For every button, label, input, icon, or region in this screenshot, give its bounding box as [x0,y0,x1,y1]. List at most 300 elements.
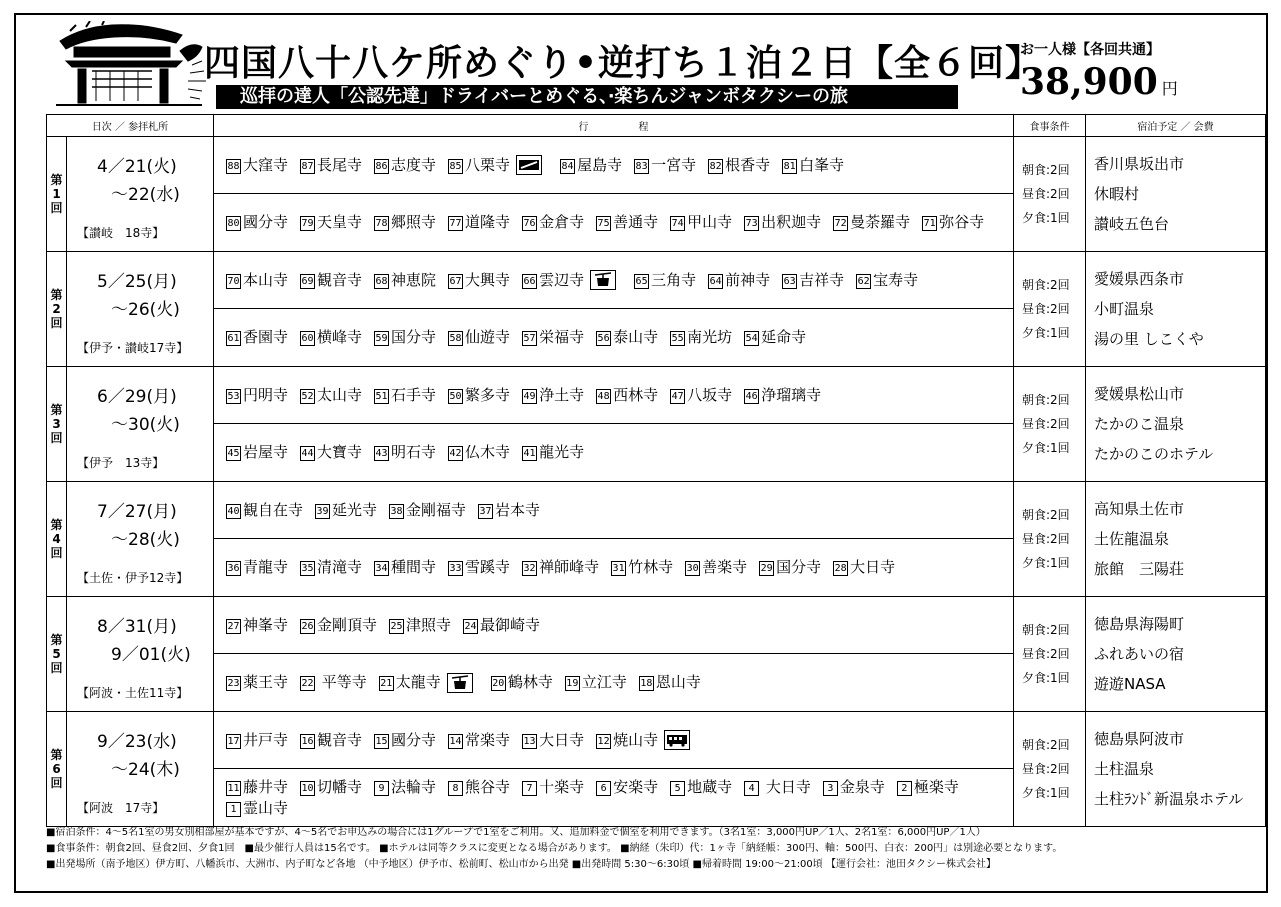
temple [389,615,451,636]
temple-name: 香園寺 [243,328,289,346]
temple-number: 42 [449,448,462,459]
temple [389,500,466,521]
temple-name: 雲辺寺 [539,270,585,289]
meal-item: 朝食:2回 [1022,278,1070,292]
temple-name: 恩山寺 [655,673,701,691]
temple-name: 法輪寺 [391,777,437,796]
round-cell [47,137,214,252]
temple-number: 35 [301,563,314,574]
temple-number: 40 [227,505,240,517]
round-date-end: ～24(木) [111,760,180,780]
meal-item: 朝食:2回 [1022,163,1070,177]
round-number: 第 5 回 [47,597,67,711]
itinerary-day1 [214,597,1013,654]
temple-number: 44 [301,448,314,459]
header-hotel: 宿泊予定 ／ 会費 [1086,115,1266,137]
temple-name: 国分寺 [776,558,822,576]
temple-number: 30 [686,563,699,574]
footer-note: ■食事条件：朝食2回、昼食2回、夕食1回 ■最少催行人員は15名です。 ■ホテルは同等クラスに変更となる場合があります。 ■納経（朱印）代：1ヶ寺「納経帳：300円、軸：500円、白衣：200円」は別途必要となります。 [46,843,1063,854]
temple-number: 75 [597,218,610,229]
temple-name: 八栗寺 [465,155,511,174]
header-itinerary: 行 程 [214,115,1014,137]
temple [522,730,584,751]
round-region: 【伊予・讃岐17寺】 [77,341,189,355]
temple-number: 67 [449,275,462,287]
temple [670,777,732,798]
temple-number: 7 [522,781,537,796]
temple [226,327,288,348]
rounds-body [47,137,1266,827]
meals-cell [1014,482,1086,597]
temple [226,615,288,636]
temple-number: 79 [301,218,314,229]
temple-name: 大興寺 [465,270,511,289]
temple-number: 64 [709,275,722,287]
temple-number: 14 [449,735,462,747]
temple-number: 65 [635,275,648,287]
temple-name: 西林寺 [613,385,659,404]
round-number: 第 4 回 [47,482,67,596]
hotel-line: 土柱温泉 [1094,760,1155,778]
temple-name: 国分寺 [391,328,437,346]
temple [670,385,732,406]
round-number: 第 1 回 [47,137,67,251]
temple [226,798,288,819]
meals-cell [1014,252,1086,367]
temple-name: 龍光寺 [539,443,585,461]
round-date-start: 9／23(水) [97,732,177,752]
temple [744,385,821,406]
meal-item: 昼食:2回 [1022,762,1070,776]
itinerary-cell [214,482,1014,597]
header-date: 日次 ／ 参拝札所 [47,115,214,137]
temple-number: 73 [745,218,758,229]
temple-name: 金倉寺 [539,213,585,231]
temple-name: 浄土寺 [539,385,585,404]
temple [226,730,288,751]
temple-name: 屋島寺 [577,155,623,174]
temple [611,557,673,578]
temple-name: 天皇寺 [317,213,363,231]
temple [522,777,584,798]
temple-number: 4 [744,781,759,796]
temple-number: 33 [449,563,462,574]
temple-number: 68 [375,275,388,287]
itinerary-day1 [214,252,1013,309]
page-frame [14,13,1268,893]
temple-number: 82 [709,160,722,172]
temple-name: 志度寺 [391,155,437,174]
round-row [47,482,1266,597]
temple [300,615,377,636]
temple-number: 34 [375,563,388,574]
temple [639,672,701,693]
round-cell [47,482,214,597]
temple [300,557,362,578]
hotel-line: 讃岐五色台 [1094,215,1170,233]
temple-number: 43 [375,448,388,459]
temple-name: 明石寺 [391,443,437,461]
temple [374,442,436,463]
hotel-line: 小町温泉 [1094,300,1155,318]
meal-item: 朝食:2回 [1022,393,1070,407]
itinerary-day1 [214,712,1013,769]
meals-cell [1014,137,1086,252]
round-region: 【阿波 17寺】 [77,801,165,815]
itinerary-day2 [214,194,1013,251]
temple [300,777,362,798]
temple-name: 金剛福寺 [406,500,467,519]
temple-number: 88 [227,160,240,172]
temple-number: 83 [635,160,648,172]
temple [833,557,895,578]
temple-number: 71 [923,218,936,229]
temple-number: 11 [227,782,240,794]
hotel-line: 湯の里 しこくや [1094,330,1204,348]
temple-name: 道隆寺 [465,213,511,231]
temple [300,442,362,463]
temple-number: 25 [390,620,403,632]
round-row [47,137,1266,252]
temple [226,500,303,521]
itinerary-day2 [214,769,1013,826]
round-row [47,367,1266,482]
temple-name: 竹林寺 [628,558,674,576]
temple [522,557,599,578]
temple-name: 熊谷寺 [465,777,511,796]
temple-name: 常楽寺 [465,730,511,749]
temple [744,212,821,233]
meal-item: 朝食:2回 [1022,508,1070,522]
itinerary-day1 [214,482,1013,539]
temple-number: 6 [596,781,611,796]
temple-number: 3 [823,781,838,796]
itinerary-cell [214,712,1014,827]
round-dates [79,728,180,784]
temple-number: 23 [227,678,240,689]
hotel-line: 徳島県阿波市 [1094,730,1185,748]
subtitle-banner: 巡拝の達人「公認先達」ドライバーとめぐる、‧楽ちんジャンボタクシーの旅 [216,85,958,109]
temple [300,672,367,693]
temple-number: 86 [375,160,388,172]
temple-name: 曼荼羅寺 [850,213,911,231]
temple-name: 金泉寺 [839,777,885,796]
hotel-line: たかのこ温泉 [1094,415,1185,433]
temple [374,327,436,348]
temple-name: 石手寺 [391,385,437,404]
temple-name: 極楽寺 [913,777,959,796]
temple-number: 58 [449,333,462,344]
temple-number: 85 [449,160,462,172]
temple-number: 28 [834,563,847,574]
temple-name: 清滝寺 [317,558,363,576]
temple [374,730,436,751]
temple-number: 1 [226,802,241,817]
meal-item: 昼食:2回 [1022,647,1070,661]
temple-name: 鶴林寺 [507,673,553,691]
temple-name: 大日寺 [761,777,811,796]
meal-item: 昼食:2回 [1022,417,1070,431]
temple [448,442,510,463]
temple [708,155,770,176]
temple [448,385,510,406]
temple-name: 大窪寺 [243,155,289,174]
meal-item: 昼食:2回 [1022,302,1070,316]
itinerary-day1 [214,367,1013,424]
temple-number: 10 [301,782,314,794]
temple [300,327,362,348]
temple-name: 霊山寺 [243,798,289,817]
hotel-line: 遊遊NASA [1094,675,1166,693]
itinerary-cell [214,252,1014,367]
temple [300,155,362,176]
temple [226,155,288,176]
temple [782,155,844,176]
hotel-line: 愛媛県西条市 [1094,270,1185,288]
temple-number: 36 [227,563,240,574]
temple-name: 八坂寺 [687,385,733,404]
temple-name: 南光坊 [687,328,733,346]
temple [634,155,696,176]
round-cell [47,367,214,482]
header-meals: 食事条件 [1014,115,1086,137]
ropeway-icon [590,270,616,290]
round-dates [79,268,180,324]
temple [300,270,362,291]
round-number: 第 3 回 [47,367,67,481]
temple-number: 51 [375,390,388,402]
temple [448,777,510,798]
temple-name: 國分寺 [391,730,437,749]
round-date-end: ～26(火) [111,300,180,320]
price-unit: 円 [1161,79,1178,98]
meals-cell [1014,367,1086,482]
temple-name: 國分寺 [243,213,289,231]
temple [374,557,436,578]
temple-name: 岩屋寺 [243,443,289,461]
meal-item: 朝食:2回 [1022,623,1070,637]
hotel-line: たかのこのホテル [1094,445,1214,463]
round-date-end: ～22(水) [111,185,180,205]
temple-name: 一宮寺 [651,155,697,174]
temple-name: 仙遊寺 [465,328,511,346]
hotel-cell [1086,482,1266,597]
itinerary-table [46,114,1266,827]
temple [759,557,821,578]
header [16,15,1266,112]
temple-number: 37 [479,505,492,517]
temple [670,212,732,233]
temple [856,270,918,291]
temple [374,385,436,406]
temple-number: 27 [227,620,240,632]
temple [596,385,658,406]
temple-name: 三角寺 [651,270,697,289]
temple-number: 19 [566,678,579,689]
temple-name: 本山寺 [243,270,289,289]
temple [300,385,362,406]
temple-name: 延光寺 [332,500,378,519]
temple [448,212,510,233]
temple-number: 69 [301,275,314,287]
temple-name: 円明寺 [243,385,289,404]
temple-number: 31 [612,563,625,574]
temple-name: 観音寺 [317,270,363,289]
round-region: 【伊予 13寺】 [77,456,165,470]
temple-name: 金剛頂寺 [317,615,378,634]
temple [448,557,510,578]
round-region: 【讃岐 18寺】 [77,226,165,240]
temple-number: 59 [375,333,388,344]
temple-number: 62 [857,275,870,287]
temple-name: 延命寺 [761,328,807,346]
temple-number: 54 [745,333,758,344]
round-date-start: 4／21(火) [97,157,177,177]
hotel-line: 高知県土佐市 [1094,500,1185,518]
temple [522,442,584,463]
temple-number: 63 [783,275,796,287]
price [1020,61,1178,103]
round-date-end: ～28(火) [111,530,180,550]
temple [897,777,959,798]
round-dates [79,613,191,669]
meal-item: 朝食:2回 [1022,738,1070,752]
temple-number: 5 [670,781,685,796]
temple [596,777,658,798]
bus-icon [664,730,690,750]
temple-name: 大日寺 [539,730,585,749]
meal-item: 夕食:1回 [1022,211,1070,225]
itinerary-day2 [214,539,1013,596]
temple-name: 井戸寺 [243,730,289,749]
temple-name: 善通寺 [613,213,659,231]
temple [226,442,288,463]
temple-number: 60 [301,333,314,344]
temple-name: 郷照寺 [391,213,437,231]
temple-name: 泰山寺 [613,328,659,346]
hotel-cell [1086,712,1266,827]
temple-number: 48 [597,390,610,402]
hotel-line: 土佐龍温泉 [1094,530,1170,548]
temple-number: 21 [380,678,393,689]
temple-number: 13 [523,735,536,747]
temple [226,270,288,291]
temple-name: 出釈迦寺 [761,213,822,231]
round-row [47,712,1266,827]
round-date-end: ～30(火) [111,415,180,435]
temple-name: 大寶寺 [317,443,363,461]
round-number: 第 6 回 [47,712,67,826]
hotel-line: 休暇村 [1094,185,1140,203]
temple [300,212,362,233]
itinerary-day2 [214,654,1013,711]
temple-number: 32 [523,563,536,574]
temple [226,557,288,578]
temple-name: 善楽寺 [702,558,748,576]
hotel-line: ふれあいの宿 [1094,645,1185,663]
temple-name: 繁多寺 [465,385,511,404]
temple-number: 46 [745,390,758,402]
round-date-end: 9／01(火) [111,645,191,665]
temple-name: 神恵院 [391,270,437,289]
round-cell [47,712,214,827]
hotel-line: 徳島県海陽町 [1094,615,1185,633]
meals-cell [1014,597,1086,712]
hotel-cell [1086,252,1266,367]
temple-name: 観音寺 [317,730,363,749]
temple-name: 岩本寺 [495,500,541,519]
temple-number: 66 [523,275,536,287]
temple [596,212,658,233]
temple-name: 雪蹊寺 [465,558,511,576]
temple-name: 弥谷寺 [939,213,985,231]
temple-name: 神峯寺 [243,615,289,634]
temple-number: 12 [597,735,610,747]
temple-name: 薬王寺 [243,673,289,691]
temple-number: 9 [374,781,389,796]
temple [226,212,288,233]
temple-name: 太龍寺 [395,673,441,691]
hotel-cell [1086,597,1266,712]
page-title: 四国八十八ケ所めぐり•逆打ち１泊２日【全６回】 [204,42,1043,84]
temple [685,557,747,578]
temple-number: 22 [301,678,314,689]
round-date-start: 6／29(月) [97,387,177,407]
temple-name: 横峰寺 [317,328,363,346]
temple [448,270,510,291]
temple-number: 55 [671,333,684,344]
temple-number: 8 [448,781,463,796]
temple-number: 74 [671,218,684,229]
temple [670,327,732,348]
round-dates [79,383,180,439]
temple-name: 青龍寺 [243,558,289,576]
temple [634,270,696,291]
temple-name: 地蔵寺 [687,777,733,796]
temple-number: 56 [597,333,610,344]
temple [782,270,844,291]
temple [823,777,885,798]
temple-number: 26 [301,620,314,632]
meal-item: 夕食:1回 [1022,326,1070,340]
hotel-line: 香川県坂出市 [1094,155,1185,173]
temple-name: 甲山寺 [687,213,733,231]
temple-number: 52 [301,390,314,402]
meals-cell [1014,712,1086,827]
temple-number: 87 [301,160,314,172]
ropeway-icon [447,673,473,693]
temple-number: 41 [523,448,536,459]
temple [522,270,622,291]
temple-number: 38 [390,505,403,517]
round-row [47,252,1266,367]
meal-item: 夕食:1回 [1022,671,1070,685]
temple-name: 浄瑠璃寺 [761,385,822,404]
temple-name: 切幡寺 [317,777,363,796]
round-cell [47,597,214,712]
temple-name: 前神寺 [725,270,771,289]
temple [922,212,984,233]
temple-name: 栄福寺 [539,328,585,346]
meal-item: 夕食:1回 [1022,441,1070,455]
temple-number: 50 [449,390,462,402]
round-date-start: 7／27(月) [97,502,177,522]
temple-name: 禅師峰寺 [539,558,600,576]
hotel-cell [1086,367,1266,482]
temple-number: 45 [227,448,240,459]
itinerary-day2 [214,309,1013,366]
temple-number: 47 [671,390,684,402]
